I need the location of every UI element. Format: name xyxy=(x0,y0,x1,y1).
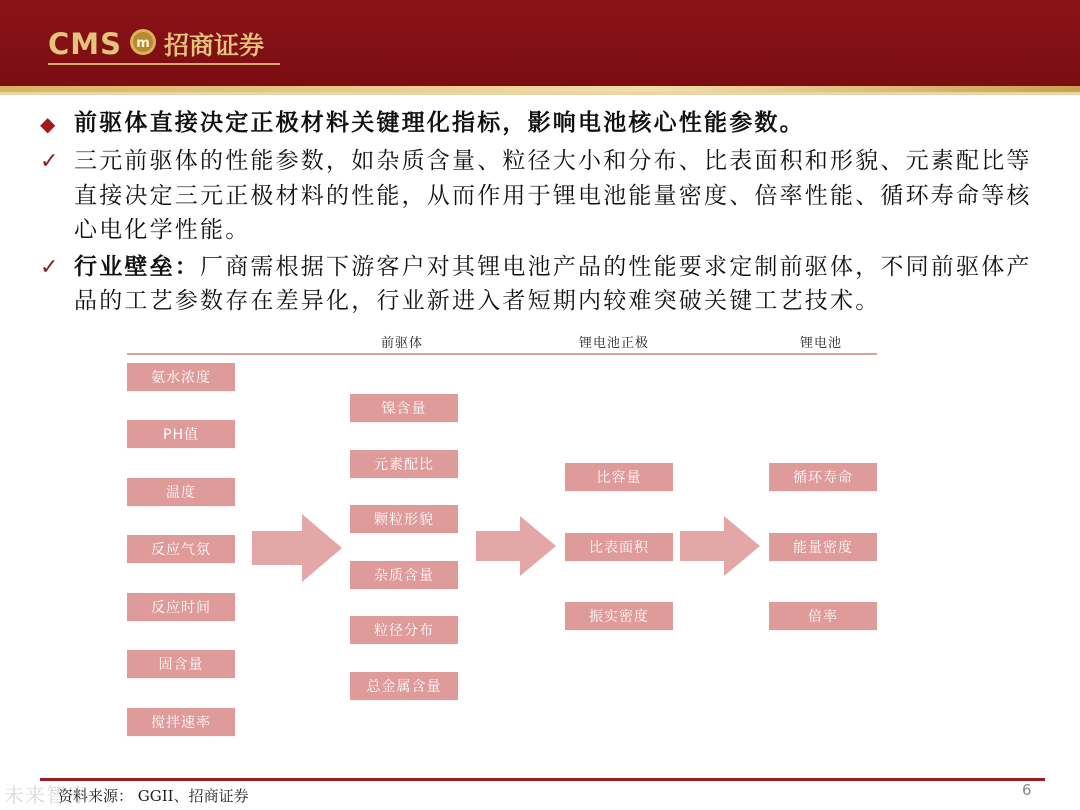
precursor-prop-box: 杂质含量 xyxy=(350,561,458,589)
logo-cms-text: CMS xyxy=(48,27,123,61)
column-header-battery: 锂电池 xyxy=(800,336,843,351)
battery-prop-box: 循环寿命 xyxy=(769,463,877,491)
watermark: 未来智库 xyxy=(4,783,88,807)
precursor-prop-box: 粒径分布 xyxy=(350,616,458,644)
column-header-cathode: 锂电池正极 xyxy=(579,336,650,351)
process-param-box: 氨水浓度 xyxy=(127,363,235,391)
cathode-prop-box: 比表面积 xyxy=(565,533,673,561)
bullet-text: 前驱体直接决定正极材料关键理化指标，影响电池核心性能参数。 xyxy=(74,109,805,136)
column-header-precursor: 前驱体 xyxy=(381,336,424,351)
process-param-box: PH值 xyxy=(127,420,235,448)
cathode-prop-box: 比容量 xyxy=(565,463,673,491)
svg-text:m: m xyxy=(136,36,150,51)
page-number: 6 xyxy=(1022,781,1032,799)
diamond-bullet-icon: ◆ xyxy=(40,112,56,136)
footer-rule xyxy=(40,778,1045,781)
bullet-lead: 行业壁垒： xyxy=(74,252,200,280)
logo-company-name: 招商证券 xyxy=(164,31,265,60)
process-param-box: 温度 xyxy=(127,478,235,506)
precursor-prop-box: 总金属含量 xyxy=(350,672,458,700)
battery-prop-box: 倍率 xyxy=(769,602,877,630)
precursor-prop-box: 颗粒形貌 xyxy=(350,505,458,533)
source-note: 资料来源： GGII、招商证券 xyxy=(58,787,249,805)
process-param-box: 反应时间 xyxy=(127,593,235,621)
precursor-prop-box: 镍含量 xyxy=(350,394,458,422)
right-arrow-icon xyxy=(252,514,342,582)
header-rule xyxy=(127,353,877,355)
cathode-prop-box: 振实密度 xyxy=(565,602,673,630)
bullet-text: 三元前驱体的性能参数，如杂质含量、粒径大小和分布、比表面积和形貌、元素配比等直接决定三元正极材料的性能，从而作用于锂电池能量密度、倍率性能、循环寿命等核心电化学性能。 xyxy=(74,148,1032,243)
process-param-box: 固含量 xyxy=(127,650,235,678)
battery-prop-box: 能量密度 xyxy=(769,533,877,561)
right-arrow-icon xyxy=(476,516,556,576)
process-param-box: 反应气氛 xyxy=(127,535,235,563)
right-arrow-icon xyxy=(680,516,760,576)
process-param-box: 搅拌速率 xyxy=(127,708,235,736)
check-bullet-icon: ✓ xyxy=(40,254,59,280)
bullet-text: 厂商需根据下游客户对其锂电池产品的性能要求定制前驱体，不同前驱体产品的工艺参数存在差异化，行业新进入者短期内较难突破关键工艺技术。 xyxy=(74,253,1032,314)
precursor-prop-box: 元素配比 xyxy=(350,450,458,478)
check-bullet-icon: ✓ xyxy=(40,149,59,174)
